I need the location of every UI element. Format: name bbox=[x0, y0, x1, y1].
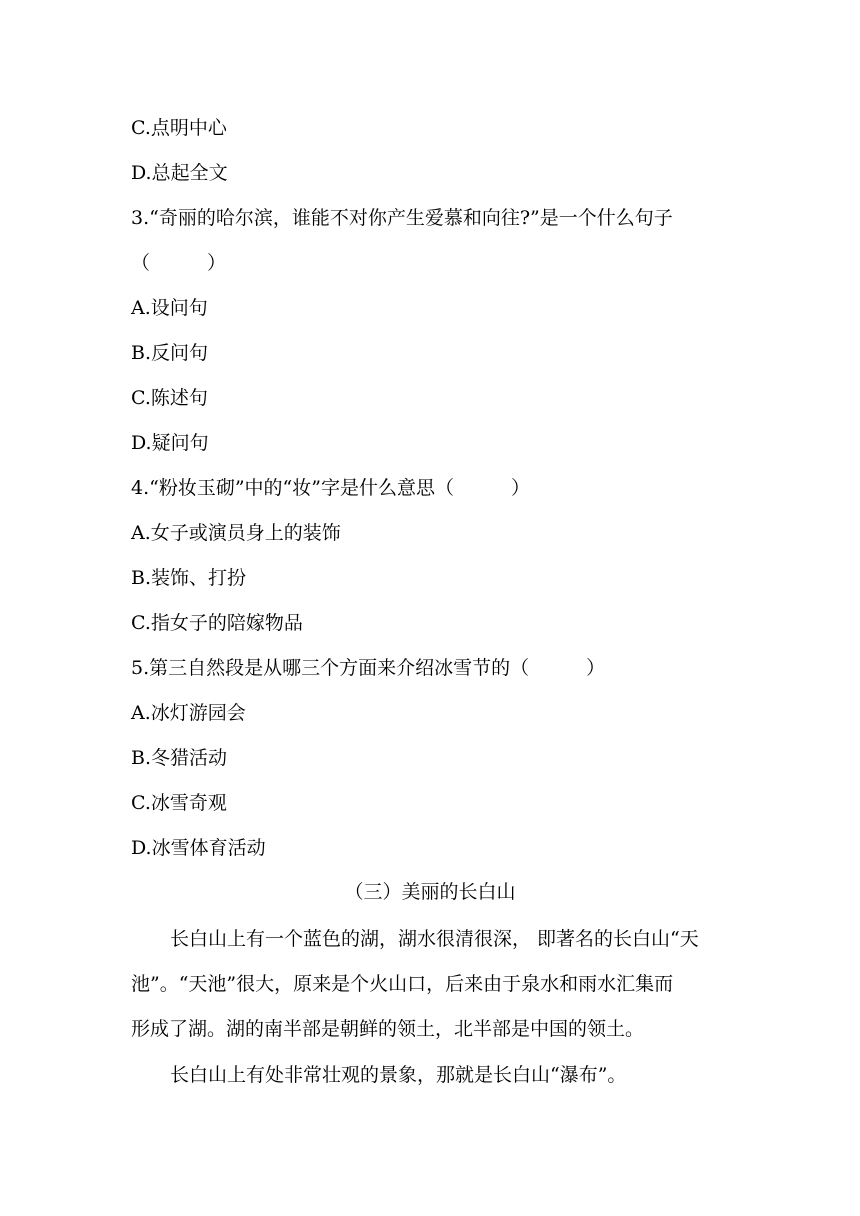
q2-option-c: C.点明中心 bbox=[131, 117, 227, 139]
q3-option-d: D.疑问句 bbox=[131, 432, 209, 454]
q2-option-d: D.总起全文 bbox=[131, 162, 228, 184]
section-title: （三）美丽的长白山 bbox=[344, 881, 516, 903]
q4-stem: 4.“粉妆玉砌”中的“妆”字是什么意思（ ） bbox=[131, 477, 530, 499]
q3-answer-blank: （ ） bbox=[131, 252, 227, 274]
q3-stem: 3.“奇丽的哈尔滨，谁能不对你产生爱慕和向往?”是一个什么句子 bbox=[131, 207, 673, 229]
q5-stem: 5.第三自然段是从哪三个方面来介绍冰雪节的（ ） bbox=[131, 657, 606, 679]
q4-option-a: A.女子或演员身上的装饰 bbox=[131, 522, 341, 544]
q5-option-c: C.冰雪奇观 bbox=[131, 792, 227, 814]
q4-option-c: C.指女子的陪嫁物品 bbox=[131, 612, 303, 634]
paragraph-1-line-1: 长白山上有一个蓝色的湖，湖水很清很深， 即著名的长白山“天 bbox=[170, 928, 699, 950]
q5-option-b: B.冬猎活动 bbox=[131, 747, 228, 769]
q3-option-a: A.设问句 bbox=[131, 297, 208, 319]
q5-option-d: D.冰雪体育活动 bbox=[131, 837, 266, 859]
paragraph-2: 长白山上有处非常壮观的景象，那就是长白山“瀑布”。 bbox=[170, 1064, 627, 1086]
paragraph-1-line-2: 池”。“天池”很大，原来是个火山口，后来由于泉水和雨水汇集而 bbox=[131, 973, 674, 995]
paragraph-1-line-3: 形成了湖。湖的南半部是朝鲜的领土，北半部是中国的领土。 bbox=[131, 1018, 645, 1040]
q4-option-b: B.装饰、打扮 bbox=[131, 567, 247, 589]
q5-option-a: A.冰灯游园会 bbox=[131, 702, 246, 724]
q3-option-b: B.反问句 bbox=[131, 342, 209, 364]
q3-option-c: C.陈述句 bbox=[131, 387, 208, 409]
